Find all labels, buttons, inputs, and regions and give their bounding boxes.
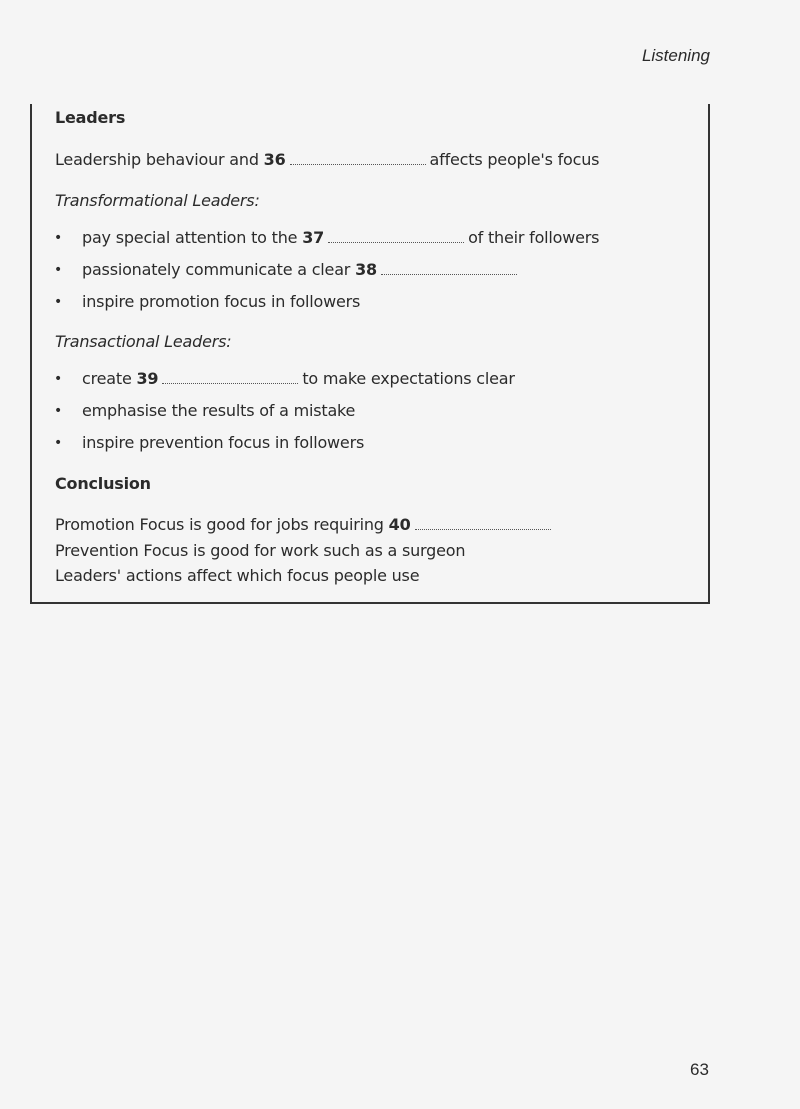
- question-number-38: 38: [355, 260, 377, 279]
- leadership-line-before: Leadership behaviour and: [55, 150, 259, 169]
- item-text: inspire promotion focus in followers: [82, 292, 361, 311]
- list-item: [54, 369, 515, 389]
- question-number-37: 37: [302, 228, 325, 247]
- leadership-line: [55, 150, 599, 170]
- bullet-icon: •: [54, 230, 63, 246]
- question-number-36: 36: [263, 150, 286, 169]
- bullet-icon: •: [54, 435, 63, 451]
- question-number-40: 40: [388, 515, 411, 534]
- section-header: Listening: [641, 46, 710, 65]
- answer-gap-39[interactable]: [162, 371, 298, 384]
- item-text-after: to make expectations clear: [302, 369, 515, 388]
- conclusion-line: [55, 515, 555, 535]
- item-text: passionately communicate a clear: [82, 260, 351, 279]
- leadership-line-after: affects people's focus: [429, 150, 600, 169]
- item-text-after: of their followers: [468, 228, 600, 247]
- list-item: [54, 228, 600, 248]
- list-item: [54, 433, 365, 453]
- leaders-heading: Leaders: [55, 108, 126, 127]
- item-text: emphasise the results of a mistake: [82, 401, 356, 420]
- question-number-39: 39: [136, 369, 159, 388]
- list-item: [54, 292, 361, 312]
- answer-gap-38[interactable]: [381, 262, 517, 275]
- bullet-icon: •: [54, 262, 63, 278]
- answer-gap-37[interactable]: [328, 230, 464, 243]
- bullet-icon: •: [54, 371, 63, 387]
- conclusion-line: Leaders' actions affect which focus people use: [55, 566, 420, 585]
- conclusion-heading: Conclusion: [55, 474, 151, 493]
- bullet-icon: •: [54, 294, 63, 310]
- answer-gap-36[interactable]: [290, 152, 426, 165]
- transactional-title: Transactional Leaders:: [55, 332, 232, 351]
- transformational-title: Transformational Leaders:: [55, 191, 260, 210]
- item-text: inspire prevention focus in followers: [82, 433, 365, 452]
- list-item: [54, 260, 521, 280]
- item-text: pay special attention to the: [82, 228, 298, 247]
- notes-box: [30, 104, 710, 604]
- list-item: [54, 401, 356, 421]
- conclusion-line: Prevention Focus is good for work such as a surgeon: [55, 541, 466, 560]
- bullet-icon: •: [54, 403, 63, 419]
- item-text: create: [82, 369, 132, 388]
- page-number: 63: [690, 1060, 709, 1079]
- answer-gap-40[interactable]: [415, 517, 551, 530]
- conclusion-text: Promotion Focus is good for jobs requiring: [55, 515, 384, 534]
